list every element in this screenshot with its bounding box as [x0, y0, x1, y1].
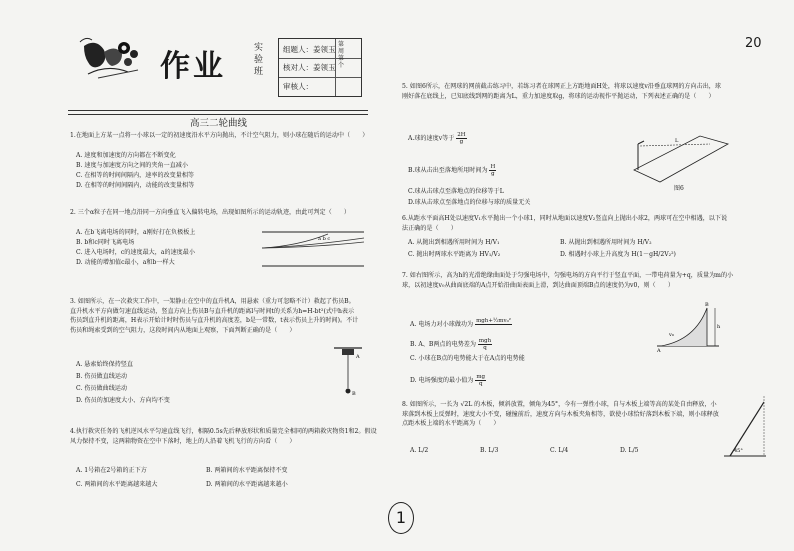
- q8-option-b: B. L/3: [480, 447, 499, 454]
- q1-option-b: B. 速度与加速度方向之间的夹角一直减小: [76, 162, 188, 169]
- q3-option-a: A. 悬索始终保持竖直: [76, 361, 134, 368]
- q4-option-d: D. 两箱间的水平距离越来越小: [206, 481, 288, 488]
- q2-deflection-figure: [258, 228, 368, 270]
- page-number: 20: [745, 36, 762, 51]
- q5-figure-label: 图6: [674, 185, 684, 192]
- q7-option-b: B. A、B两点的电势差为 $\frac{\text{mgh}}{q}$: [410, 338, 492, 351]
- reviewer-field: 审核人：: [283, 82, 313, 91]
- q5-option-c: C.球从击球点至落地点的位移等于L: [408, 188, 504, 195]
- svg-text:B: B: [352, 391, 356, 397]
- week-note: 第 周 第 个: [338, 41, 345, 69]
- q3-stem: 3. 如图所示，在一次救灾工作中，一架静止在空中的直升机A，用悬索（重力可忽略不计）救起了伤员B。直升机水平方向做匀速直线运动，竖直方向上伤员B与直升机的距离l与时间t的关系为h=H-bt²(式中h表示伤员到直升机的距离，H表示开始计时时伤员与直升机的高度差，b是一常数，t表示伤员上升的时间)。不计伤员和绳索受到的空气阻力，这段时间内从地面上观察，下面判断正确的是（ ）: [70, 298, 359, 334]
- svg-text:v₀: v₀: [669, 332, 674, 338]
- q1-option-c: C. 在相等的时间间隔内，速率的改变量相等: [76, 172, 195, 179]
- q3-option-d: D. 伤员的加速度大小、方向均不变: [76, 397, 170, 404]
- q4-stem: 4.执行救灾任务的飞机逆风水平匀速直线飞行，相隔0.5s先后释放形状和质量完全相同的两箱救灾物资1和2。假设风力保持不变，这两箱物资在空中下落时，地上的人沿着飞机飞行的方向看（ ）: [70, 428, 377, 445]
- q8-option-d: D. L/5: [620, 447, 639, 454]
- q3-option-b: B. 伤员做直线运动: [76, 373, 128, 380]
- svg-text:a b c: a b c: [318, 236, 331, 242]
- q7-option-d: D. 电场强度的最小值为 $\frac{mg}{q}$: [410, 374, 486, 387]
- svg-text:45°: 45°: [734, 448, 743, 454]
- q1-option-a: A. 速度和加速度的方向都在不断变化: [76, 152, 176, 159]
- q4-option-c: C. 两箱间的水平距离越来越大: [76, 481, 158, 488]
- butterfly-logo: [78, 34, 156, 84]
- class-label: 实验班: [254, 43, 264, 77]
- q4-option-a: A. 1号箱在2号箱的正下方: [76, 467, 147, 474]
- q7-a-formula: mgh+½mv₀²: [476, 318, 512, 324]
- q5-option-d: D.球从击球点至落地点的位移与球的质量无关: [408, 199, 531, 206]
- q5-a-formula: $\frac{2H}{g}$: [457, 132, 466, 145]
- q6-option-c: C. 抛出时两球水平距离为 HV₁/V₂: [408, 251, 501, 258]
- q1-option-d: D. 在相等的时间间隔内，动能的改变量相等: [76, 182, 195, 189]
- checker-field: 核对人：姜领玉: [283, 63, 336, 72]
- section-subtitle: 高三二轮曲线: [190, 118, 248, 129]
- q5-b-formula: $\frac{H}{g}$: [490, 164, 496, 177]
- q7-b-formula: $\frac{\text{mgh}}{q}$: [478, 338, 492, 351]
- svg-text:h: h: [717, 324, 721, 330]
- q2-stem: 2. 三个α粒子在同一地点沿同一方向垂直飞入偏转电场，出现如图所示的运动轨迹，由此可判定（ ）: [70, 209, 350, 216]
- svg-text:L: L: [675, 138, 679, 144]
- editor-field: 组题人：姜领玉: [283, 45, 336, 54]
- q8-option-a: A. L/2: [410, 447, 429, 454]
- q7-curved-surface-figure: [655, 300, 725, 352]
- page-title: 作业: [160, 49, 226, 84]
- q5-stem: 5. 如图6所示，在网球的网前截击练习中，若练习者在球网正上方距地面H处，将球以速度v沿垂直球网的方向击出，球刚好落在底线上，已知底线到网的距离为L，重力加速度取g，将球的运动视作平抛运动，下列表述正确的是（ ）: [402, 83, 721, 100]
- info-box: [278, 38, 362, 97]
- q6-stem: 6.从距水平面高H处以速度V₁水平抛出一个小球1，同时从地面以速度V₂竖直向上抛出小球2，两球可在空中相遇，以下说法正确的是（ ）: [402, 215, 728, 232]
- q5-option-a: A.球的速度v等于 $\frac{2H}{g}$: [408, 132, 466, 145]
- q6-option-a: A. 从抛出到相遇所用时间为 H/V₁: [408, 239, 500, 246]
- q4-option-b: B. 两箱间的水平距离保持不变: [206, 467, 288, 474]
- q8-option-c: C. L/4: [550, 447, 569, 454]
- q6-option-d: D. 相遇时小球上升高度为 H(1－gH/2V₂²): [560, 251, 676, 258]
- q8-stem: 8. 如图所示，一长为 √2L 的木板，倾斜放置，倾角为45°，今有一弹性小球，自与木板上端等高的某处自由释放，小球落到木板上反弹时，速度大小不变，碰撞前后，速度方向与木板夹角相等，欲使小球恰好落到木板下端，则小球释放点距木板上端的水平距离为（ ）: [402, 401, 719, 428]
- q1-stem: 1.在地面上方某一点将一小球以一定的初速度沿水平方向抛出，不计空气阻力，则小球在随后的运动中（ ）: [70, 132, 369, 139]
- q2-option-c: C. 进入电场时，c的速度最大，a的速度最小: [76, 249, 195, 256]
- svg-text:A: A: [657, 348, 661, 352]
- q5-option-b: B.球从击出至落地所用时间为 $\frac{H}{g}$: [408, 164, 496, 177]
- svg-text:B: B: [705, 302, 709, 308]
- svg-text:A: A: [356, 354, 360, 360]
- q2-option-b: B. b和c同时飞离电场: [76, 239, 135, 246]
- q7-stem: 7. 如右图所示，高为h的光滑绝缘曲面处于匀强电场中，匀强电场的方向平行于竖直平面，一带电荷量为+q，质量为m的小球，以初速度v₀从曲面底端的A点开始沿曲面表面上滑，到达曲面顶端B点的速度仍为v0，则（ ）: [402, 272, 734, 289]
- q3-option-c: C. 伤员做曲线运动: [76, 385, 127, 392]
- q6-option-b: B. 从抛出到相遇所用时间为 H/V₂: [560, 239, 652, 246]
- page-footer-number: 1: [388, 502, 414, 534]
- q2-option-a: A. 在b飞离电场的同时，a刚好打在负极板上: [76, 229, 196, 236]
- q3-helicopter-figure: [330, 340, 366, 400]
- q7-option-c: C. 小球在B点的电势能大于在A点的电势能: [410, 355, 525, 362]
- q8-inclined-board-figure: [720, 392, 770, 462]
- q5-tennis-figure: [630, 130, 730, 192]
- q2-option-d: D. 动能的增加值c最小，a和b一样大: [76, 259, 175, 266]
- q7-d-formula: $\frac{mg}{q}$: [476, 374, 486, 387]
- q7-option-a: A. 电场力对小球做功为 mgh+½mv₀²: [410, 318, 512, 331]
